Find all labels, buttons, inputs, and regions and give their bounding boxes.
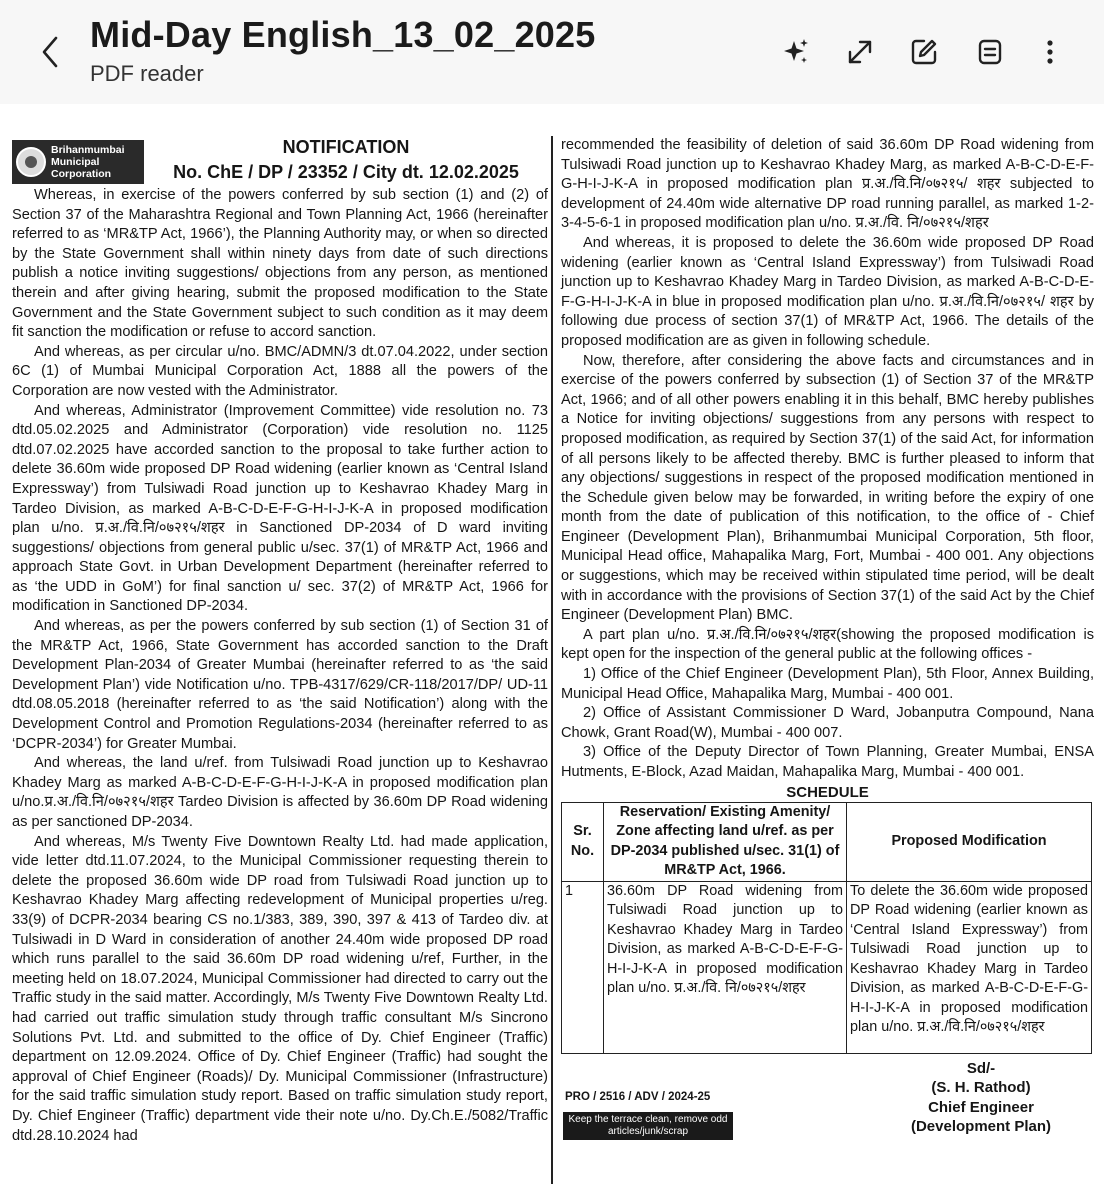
table-cell-existing: 36.60m DP Road widening from Tulsiwadi Road junction up to Keshavrao Khadey Marg in Tardeo Division, as marked A-B-C-D-E-F-G-H-I-J-K-A in proposed modification plan u/no. प्र.अ./वि. नि/०७२१५/शहर (604, 881, 847, 1053)
logo-line: Municipal (51, 156, 100, 168)
schedule-title: SCHEDULE (786, 783, 869, 801)
paragraph: And whereas, M/s Twenty Five Downtown Realty Ltd. had made application, vide letter dtd.11.07.2024, to the Municipal Commissioner requesting therein to delete the proposed 36.60m wide DP road from Tulsiwadi Road junction up to Keshavrao Khadey Marg affecting redevelopment of Municipal properties u/reg. 33(9) of DCPR-2034 bearing CS no.1/383, 389, 390, 397 & 413 of Tardeo div. at Tulsiwadi in D Ward in consideration of another 24.40m wide proposed DP road which runs parallel to the said 36.60m DP road widening u/ref, Further, in the meeting held on 18.07.2024, Municipal Commissioner had directed to carry out the Traffic study in the said matter. Accordingly, M/s Twenty Five Downtown Realty Ltd. had carried out traffic simulation study through traffic consultant M/s Sincrono Solutions Pvt. Ltd. and submitted to the office of Dy. Chief Engineer (Traffic) department on 12.09.2024. Office of Dy. Chief Engineer (Traffic) had sought the approval of Chief Engineer (Roads)/ Dy. Municipal Commissioner (Infrastructure) for the said traffic simulation study report. Based on traffic simulation study report, Dy. Chief Engineer (Traffic) department vide their note u/no. Dy.Ch.E./5082/Traffic dtd.28.10.2024 had (12, 833, 548, 1144)
table-cell-proposed: To delete the 36.60m wide proposed DP Road widening (earlier known as ‘Central Island Expressway’) from Tulsiwadi Road junction up to Keshavrao Khadey Marg in Tardeo Division, as marked A-B-C-D-E-F-G-H-I-J-K-A in proposed modification plan u/no. प्र.अ./वि.नि/०७२१५/शहर (847, 881, 1092, 1053)
paragraph: Whereas, in exercise of the powers conferred by sub section (1) and (2) of Section 37 of the Maharashtra Regional and Town Planning Act, 1966 (hereinafter referred to as ‘MR&TP Act, 1966’), the Planning Authority may, or when so directed by the State Government shall within ninety days from date of such directions publish a notice inviting suggestions/ objections from any person, as mentioned therein and after giving hearing, submit the proposed modification to the State Government and the State Government subject to such condition as it may deem fit sanction the modification or refuse to accord sanction. (12, 187, 548, 341)
notification-heading: NOTIFICATION (282, 137, 410, 157)
office-list (561, 665, 1094, 783)
sparkle-icon (781, 37, 811, 67)
table-header: Reservation/ Existing Amenity/ Zone affecting land u/ref. as per DP-2034 published u/sec. 31(1) of MR&TP Act, 1966. (604, 802, 847, 881)
more-vert-icon (1035, 37, 1065, 67)
bmc-seal-icon (16, 147, 46, 177)
document-icon (975, 37, 1005, 67)
notice-header (12, 136, 548, 186)
document-view-button[interactable] (970, 32, 1010, 72)
table-header: Proposed Modification (847, 802, 1092, 881)
office-item: 3) Office of the Deputy Director of Town Planning, Greater Mumbai, ENSA Hutments, E-Block, Azad Maidan, Mahapalika Marg, Mumbai - 400 001. (561, 744, 1094, 780)
expand-icon (845, 37, 875, 67)
paragraph: And whereas, as per the powers conferred by sub section (1) of Section 31 of the MR&TP Act, 1966, State Government has accorded sanction to the Draft Development Plan-2034 of Greater Mumbai (hereinafter referred to as ‘the said Development Plan’) vide Notification u/no. TPB-4317/629/CR-118/2017/DP/ UD-11 dtd.08.05.2018 (hereinafter referred to as ‘the said Notification’) along with the Development Control and Promotion Regulations-2034 (hereinafter referred to as ‘DCPR-2034’) for Greater Mumbai. (12, 618, 548, 752)
paragraph: A part plan u/no. प्र.अ./वि.नि/०७२१५/शहर(showing the proposed modification is kept open for the inspection of the general public at the following offices - (561, 626, 1094, 663)
left-column (12, 136, 548, 1146)
back-arrow-icon (38, 34, 62, 70)
right-column (561, 136, 1094, 1144)
office-item: 2) Office of Assistant Commissioner D Ward, Jobanputra Compound, Nana Chowk, Grant Road(W), Mumbai - 400 007. (561, 705, 1094, 741)
edit-button[interactable] (904, 32, 944, 72)
edit-icon (909, 37, 939, 67)
document-title: Mid-Day English_13_02_2025 (90, 14, 596, 55)
paragraph: And whereas, it is proposed to delete the 36.60m wide proposed DP Road widening (earlier known as ‘Central Island Expressway’) from Tulsiwadi Road junction up to Keshavrao Khadey Marg in Tardeo Division, as marked A-B-C-D-E-F-G-H-I-J-K-A in blue in proposed modification plan u/no. प्र.अ./वि.नि/०७२१५/ शहर by following due process of section 37(1) of MR&TP Act, 1966. The details of the proposed modification are as given in following schedule. (561, 234, 1094, 349)
signature-block (881, 1059, 1081, 1137)
fullscreen-button[interactable] (840, 32, 880, 72)
signatory-department: (Development Plan) (910, 1118, 1052, 1136)
office-item: 1) Office of the Chief Engineer (Development Plan), 5th Floor, Annex Building, Municipal Head Office, Mahapalika Marg, Mumbai - 400 001. (561, 666, 1094, 702)
paragraph: recommended the feasibility of deletion of said 36.60m DP Road widening from Tulsiwadi Road junction up to Keshavrao Khadey Marg, as marked A-B-C-D-E-F-G-H-I-J-K-A in proposed modification plan प्र.अ./वि.नि/०७२१५/ शहर subjected to development of 24.40m wide alternative DP road running parallel, as marked 1-2-3-4-5-6-1 in proposed modification plan u/no. प्र.अ./वि. नि/०७२१५/शहर (561, 137, 1094, 232)
terrace-note: Keep the terrace clean, remove odd articles/junk/scrap (563, 1112, 733, 1140)
app-header (0, 0, 1104, 104)
signature-sd: Sd/- (966, 1059, 996, 1077)
notice-footer (561, 1054, 1094, 1144)
logo-line: Corporation (51, 168, 112, 180)
schedule-table (561, 802, 1092, 1054)
table-header: Sr. No. (562, 802, 604, 881)
ai-assist-button[interactable] (776, 32, 816, 72)
notification-number: No. ChE / DP / 23352 / City dt. 12.02.2025 (173, 162, 519, 182)
more-options-button[interactable] (1030, 32, 1070, 72)
newspaper-page (8, 136, 1098, 1186)
table-row (562, 881, 1092, 1053)
column-divider (551, 136, 553, 1184)
paragraph: Now, therefore, after considering the above facts and circumstances and in exercise of the powers conferred by subsection (1) of Section 37 of the MR&TP Act, 1966; and of all other powers enabling it in this behalf, BMC hereby publishes a Notice for inviting objections/ suggestions from any persons with respect to proposed modification, as required by Section 37(1) of the said Act, for information of all persons likely to be affected thereby. BMC is further pleased to inform that any objections/ suggestions in respect of the proposed modification mentioned in the Schedule given below may be forwarded, in writing before the expiry of one month from the date of publication of this notification, to the office of - Chief Engineer (Development Plan), Brihanmumbai Municipal Corporation, 5th floor, Municipal Head office, Mahapalika Marg, Fort, Mumbai - 400 001. Any objections or suggestions, which may be received within stipulated time period, will be dealt with in accordance with the provisions of Section 37(1) of the said Act by the Chief Engineer (Development Plan) BMC. (561, 352, 1094, 624)
table-cell-sr: 1 (562, 881, 604, 1053)
logo-line: Brihanmumbai (51, 144, 125, 156)
bmc-logo (12, 140, 144, 184)
pro-code: PRO / 2516 / ADV / 2024-25 (565, 1090, 711, 1103)
signatory-designation: Chief Engineer (928, 1098, 1034, 1116)
paragraph: And whereas, Administrator (Improvement Committee) vide resolution no. 73 dtd.05.02.2025 and Administrator (Corporation) vide resolution no. 1125 dtd.07.02.2025 have accorded sanction to the proposal to take further action to delete 36.60m wide proposed DP Road widening (earlier known as ‘Central Island Expressway’) from Tulsiwadi Road junction up to Keshavrao Khadey Marg in Tardeo Division, as marked A-B-C-D-E-F-G-H-I-J-K-A in proposed modification plan u/no. प्र.अ./वि.नि/०७२१५/शहर in Sanctioned DP-2034 of D ward inviting suggestions/ objections from general public u/sec. 37(1) of MR&TP Act, 1966 and approach State Govt. in Urban Development Department (hereinafter referred to as ‘the UDD in GoM’) for final sanction u/ sec. 37(2) of MR&TP Act, 1966 for modification in Sanctioned DP-2034. (12, 402, 548, 615)
back-button[interactable] (30, 30, 70, 74)
app-subtitle: PDF reader (90, 61, 204, 86)
paragraph: And whereas, the land u/ref. from Tulsiwadi Road junction up to Keshavrao Khadey Marg as marked A-B-C-D-E-F-G-H-I-J-K-A in proposed modification plan u/no.प्र.अ./वि.नि/०७२१५/शहर Tardeo Division is affected by 36.60m DP Road widening as per sanctioned DP-2034. (12, 755, 548, 830)
signatory-name: (S. H. Rathod) (931, 1079, 1031, 1097)
paragraph: And whereas, as per circular u/no. BMC/ADMN/3 dt.07.04.2022, under section 6C (1) of Mumbai Municipal Corporation Act, 1888 all the powers of the Corporation are now vested with the Administrator. (12, 343, 548, 399)
